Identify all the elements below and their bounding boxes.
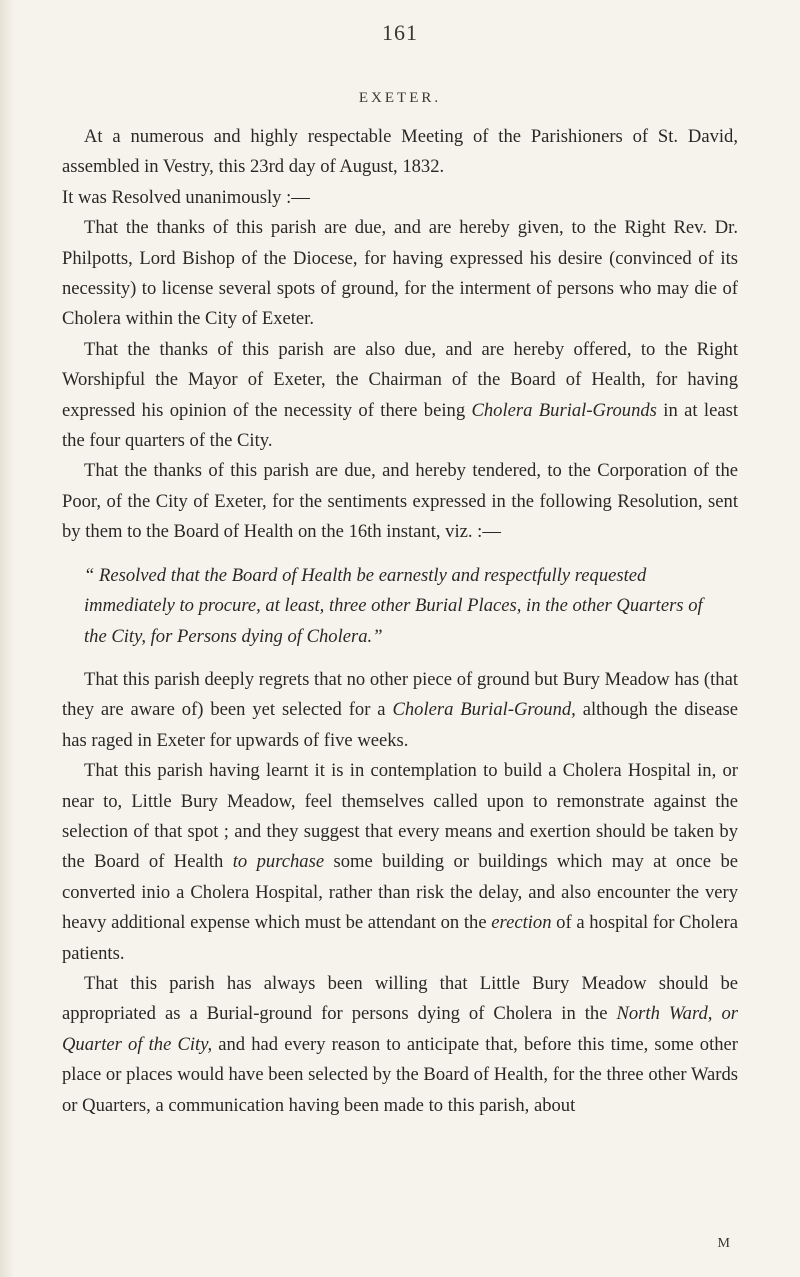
paragraph-regret	[62, 665, 738, 756]
page-edge-shadow	[0, 0, 14, 1277]
italic-run: Cholera Burial-Ground,	[392, 699, 576, 721]
italic-run: erection	[491, 912, 552, 934]
italic-run: Cholera Burial-Grounds	[471, 399, 657, 421]
text-run: although the disease has raged in Exeter for upwards of five weeks.	[62, 699, 738, 751]
italic-run: North Ward, or Quarter of the City,	[62, 1003, 738, 1055]
quoted-resolution: “ Resolved that the Board of Health be earnestly and respectfully requested immediately to procure, at least, three other Burial Places, in the other Quarters of the City, for Persons dying of Cholera.”	[84, 564, 703, 647]
text-run: in at least the four quarters of the City.	[62, 399, 738, 452]
text-run: of a hospital for Cholera patients.	[62, 912, 738, 964]
text-run: That this parish deeply regrets that no other piece of ground but Bury Meadow has (that they are aware of) been yet selected for a	[62, 668, 738, 721]
paragraph-burial-ground	[62, 969, 738, 1121]
text-run: That the thanks of this parish are also due, and are hereby offered, to the Right Worshipful the Mayor of Exeter, the Chairman of the Board of Health, for having expressed his opinion of the necessity of there being	[62, 338, 738, 421]
text-run: That this parish having learnt it is in contemplation to build a Cholera Hospital in, or near to, Little Bury Meadow, feel themselves called upon to remonstrate against the selection of that spot ; and they suggest that every means and exertion should be taken by the Board of Health	[62, 760, 738, 873]
paragraph-thanks-bishop: That the thanks of this parish are due, and are hereby given, to the Right Rev. Dr. Philpotts, Lord Bishop of the Diocese, for having expressed his desire (convinced of its necessity) to license several spots of ground, for the interment of persons who may die of Cholera within the City of Exeter.	[62, 217, 738, 330]
paragraph-thanks-corporation: That the thanks of this parish are due, and hereby tendered, to the Corporation of the Poor, of the City of Exeter, for the sentiments expressed in the following Resolution, sent by them to the Board of Health on the 16th instant, viz. :—	[62, 460, 738, 543]
text-run: That this parish has always been willing that Little Bury Meadow should be appropriated as a Burial-ground for persons dying of Cholera in the	[62, 972, 738, 1025]
signature-mark: M	[717, 1236, 730, 1251]
body-text	[62, 122, 738, 1121]
page-number: 161	[382, 20, 418, 45]
italic-run: to purchase	[232, 851, 325, 873]
text-run: some building or buildings which may at once be converted inio a Cholera Hospital, rather than risk the delay, and also encounter the very heavy additional expense which must be attendant on the	[62, 851, 738, 934]
page-heading: EXETER.	[358, 90, 442, 106]
paragraph-hospital	[62, 756, 738, 969]
paragraph-meeting: At a numerous and highly respectable Meeting of the Parishioners of St. David, assembled in Vestry, this 23rd day of August, 1832.	[62, 126, 738, 178]
paragraph-resolved: It was Resolved unanimously :—	[62, 186, 310, 208]
text-run: and had every reason to anticipate that, before this time, some other place or places would have been selected by the Board of Health, for the three other Wards or Quarters, a communication having been made to this parish, about	[62, 1033, 738, 1116]
paragraph-thanks-mayor	[62, 335, 738, 457]
